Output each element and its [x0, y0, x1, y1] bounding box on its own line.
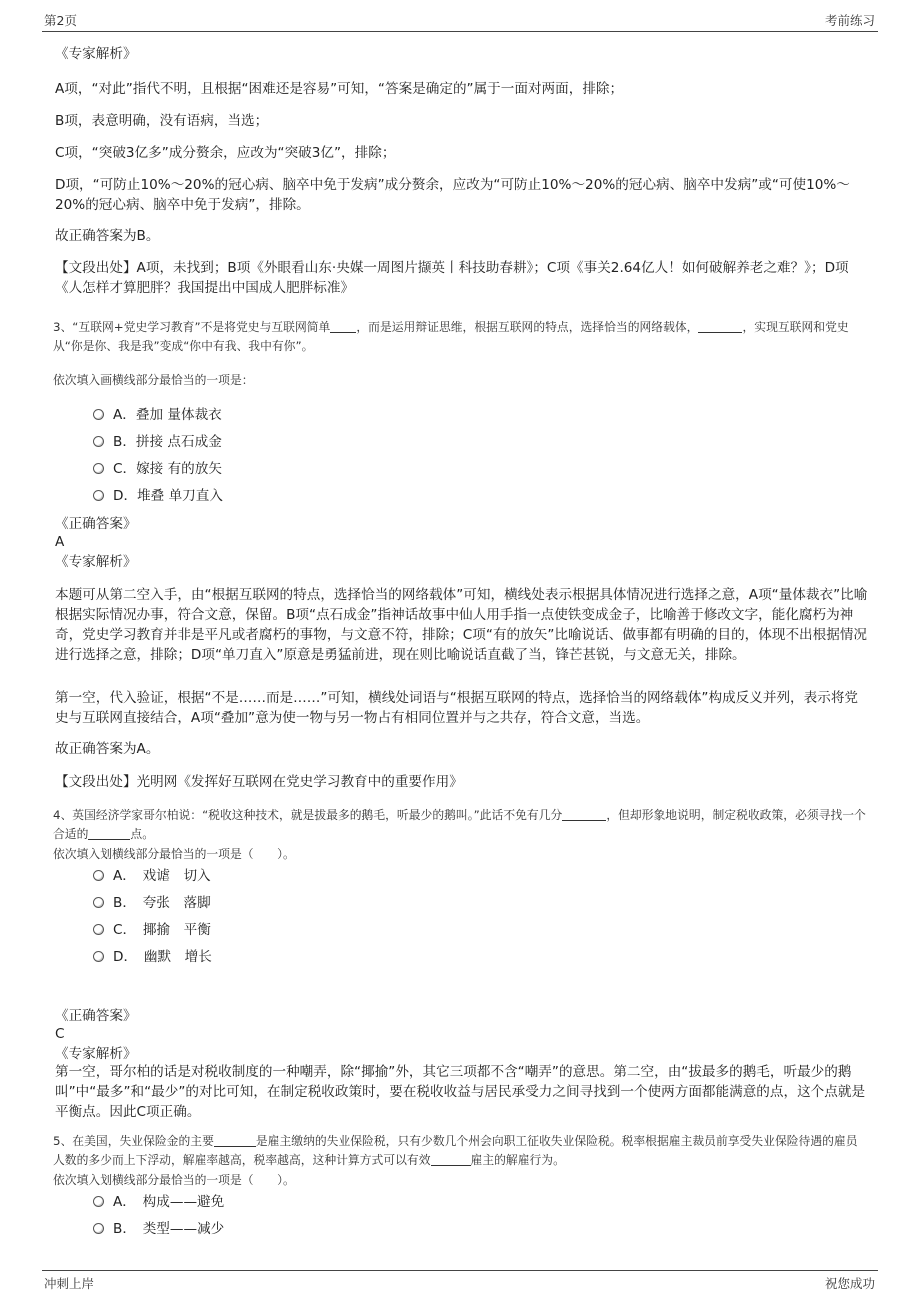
q3-option-a[interactable]: A．叠加 量体裁衣: [93, 405, 222, 425]
q2-conclusion: 故正确答案为B。: [55, 228, 160, 244]
q2-analysis-c: C项，“突破3亿多”成分赘余，应改为“突破3亿”，排除；: [55, 145, 396, 161]
q4-option-c[interactable]: C． 揶揄 平衡: [93, 920, 211, 940]
footer-right-label: 祝您成功: [824, 1276, 875, 1291]
q5-blank-2: [431, 1151, 471, 1166]
q4-analysis-heading: 《专家解析》: [55, 1046, 137, 1062]
header-rule: [42, 31, 878, 32]
q4-stem-part1: 4、英国经济学家哥尔柏说：“税收这种技术，就是拔最多的鹅毛，听最少的鹅叫。”此话不免有几分: [53, 808, 563, 822]
q3-stem-part2: ，而是运用辩证思维，根据互联网的特点，选择恰当的网络载体，: [356, 320, 699, 334]
q4-prompt: 依次填入划横线部分最恰当的一项是（ ）。: [53, 847, 295, 861]
radio-icon[interactable]: [93, 924, 104, 935]
page-number: 第2页: [44, 13, 77, 28]
q5-blank-1: [214, 1132, 256, 1147]
footer-rule: [42, 1270, 878, 1271]
header-title: 考前练习: [824, 13, 875, 28]
q4-stem-part2: ，但却形象地说明，制定税收政策，必须寻找一个合适的: [53, 808, 866, 841]
radio-icon[interactable]: [93, 409, 104, 420]
radio-icon[interactable]: [93, 1223, 104, 1234]
q3-stem-part1: 3、“互联网+党史学习教育”不是将党史与互联网简单: [53, 320, 331, 334]
q5-option-a[interactable]: A． 构成——避免: [93, 1192, 224, 1212]
q5-stem-part2: 是雇主缴纳的失业保险税，只有少数几个州会向职工征收失业保险税。税率根据雇主裁员前享受失业保险待遇的雇员人数的多少而上下浮动，解雇率越高，税率越高，这种计算方式可以有效: [53, 1134, 858, 1167]
radio-icon[interactable]: [93, 1196, 104, 1207]
radio-icon[interactable]: [93, 870, 104, 881]
q5-stem: [53, 1132, 868, 1170]
q3-answer-heading: 《正确答案》: [55, 516, 137, 532]
q3-option-b[interactable]: B．拼接 点石成金: [93, 432, 222, 452]
q3-answer: A: [55, 534, 65, 550]
q4-blank-2: [88, 825, 130, 840]
q4-stem: [53, 806, 868, 844]
q4-stem-part3: 点。: [130, 827, 155, 841]
q4-answer-heading: 《正确答案》: [55, 1008, 137, 1024]
q3-analysis-para-2: 第一空，代入验证，根据“不是……而是……”可知，横线处词语与“根据互联网的特点，选择恰当的网络载体”构成反义并列，表示将党史与互联网直接结合，A项“叠加”意为使一物与另一物占有相同位置并与之共存，符合文意，当选。: [55, 690, 859, 726]
q2-analysis-d: D项，“可防止10%～20%的冠心病、脑卒中免于发病”成分赘余，应改为“可防止10%～20%的冠心病、脑卒中发病”或“可使10%～20%的冠心病、脑卒中免于发病”，排除。: [55, 177, 850, 213]
q4-answer: C: [55, 1026, 65, 1042]
q5-stem-part3: 雇主的解雇行为。: [470, 1153, 565, 1167]
radio-icon[interactable]: [93, 951, 104, 962]
q3-analysis-para-1: 本题可从第二空入手，由“根据互联网的特点，选择恰当的网络载体”可知，横线处表示根据具体情况进行选择之意，A项“量体裁衣”比喻根据实际情况办事，符合文意，保留。B项“点石成金”指神话故事中仙人用手指一点使铁变成金子，比喻善于修改文字，能化腐朽为神奇，党史学习教育并非是平凡或者腐朽的事物，与文意不符，排除；C项“有的放矢”比喻说话、做事都有明确的目的，体现不出根据情况进行选择之意，排除；D项“单刀直入”原意是勇猛前进，现在则比喻说话直截了当，锋芒甚锐，与文意无关，排除。: [55, 587, 868, 663]
q5-stem-part1: 5、在美国，失业保险金的主要: [53, 1134, 214, 1148]
page-footer: [0, 1268, 920, 1302]
q3-analysis-heading: 《专家解析》: [55, 554, 137, 570]
q3-option-c[interactable]: C．嫁接 有的放矢: [93, 459, 222, 479]
q3-blank-2: [698, 318, 742, 333]
q4-option-d[interactable]: D． 幽默 增长: [93, 947, 212, 967]
q2-analysis-a: A项，“对此”指代不明，且根据“困难还是容易”可知，“答案是确定的”属于一面对两面，排除；: [55, 81, 624, 97]
page-header: [0, 0, 920, 34]
q3-prompt: 依次填入画横线部分最恰当的一项是：: [53, 373, 254, 387]
radio-icon[interactable]: [93, 897, 104, 908]
q4-blank-1: [562, 806, 606, 821]
q4-analysis-para-1: 第一空，哥尔柏的话是对税收制度的一种嘲弄，除“揶揄”外，其它三项都不含“嘲弄”的意思。第二空，由“拔最多的鹅毛，听最少的鹅叫”中“最多”和“最少”的对比可知，在制定税收政策时，要在税收收益与居民承受力之间寻找到一个使两方面都能满意的点，这个点就是平衡点。因此C项正确。: [55, 1064, 866, 1120]
q3-stem-part3: ，实现互联网和党史从“你是你、我是我”变成“你中有我、我中有你”。: [53, 320, 849, 353]
q3-stem: [53, 318, 868, 356]
q4-option-b[interactable]: B． 夸张 落脚: [93, 893, 211, 913]
q2-analysis-heading: 《专家解析》: [55, 46, 137, 62]
q5-option-b[interactable]: B． 类型——减少: [93, 1219, 224, 1239]
q4-option-a[interactable]: A． 戏谑 切入: [93, 866, 211, 886]
footer-left-label: 冲刺上岸: [44, 1276, 95, 1291]
radio-icon[interactable]: [93, 463, 104, 474]
q2-source: 【文段出处】A项，未找到；B项《外眼看山东·央媒一周图片撷英丨科技助春耕》；C项《事关2.64亿人！如何破解养老之难？》；D项《人怎样才算肥胖？我国提出中国成人肥胖标准》: [55, 260, 849, 296]
q5-prompt: 依次填入划横线部分最恰当的一项是（ ）。: [53, 1173, 295, 1187]
q3-source: 【文段出处】光明网《发挥好互联网在党史学习教育中的重要作用》: [55, 774, 463, 790]
radio-icon[interactable]: [93, 490, 104, 501]
q3-blank-1: [330, 318, 356, 333]
q3-conclusion: 故正确答案为A。: [55, 741, 160, 757]
radio-icon[interactable]: [93, 436, 104, 447]
q3-option-d[interactable]: D．堆叠 单刀直入: [93, 486, 223, 506]
q2-analysis-b: B项，表意明确，没有语病，当选；: [55, 113, 269, 129]
